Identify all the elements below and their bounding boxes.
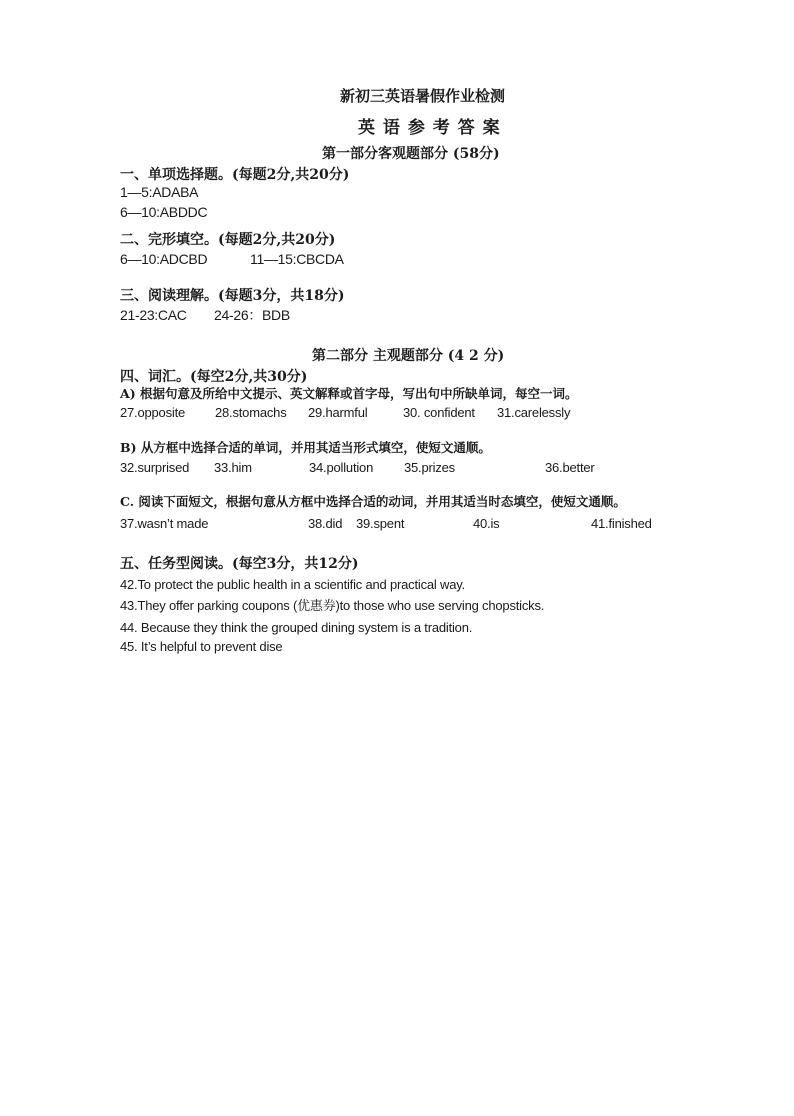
task-reading-answer: 43.They offer parking coupons (优惠券)to those who use serving chopsticks. bbox=[120, 598, 545, 613]
part1-title: 第一部分客观题部分 (58分) bbox=[322, 146, 500, 162]
vocab-b-answer: 35.prizes bbox=[404, 460, 455, 475]
section3-answers-a: 21-23:CAC bbox=[120, 307, 187, 323]
section1-heading: 一、单项选择题。(每题2分,共20分) bbox=[120, 167, 350, 183]
task-reading-answer: 42.To protect the public health in a scientific and practical way. bbox=[120, 577, 465, 592]
vocab-b-answer: 33.him bbox=[214, 460, 252, 475]
section2-heading: 二、完形填空。(每题2分,共20分) bbox=[120, 232, 336, 248]
section4c-instruction: C. 阅读下面短文，根据句意从方框中选择合适的动词，并用其适当时态填空，使短文通顺。 bbox=[120, 494, 626, 509]
task-reading-answer: 44. Because they think the grouped dining system is a tradition. bbox=[120, 620, 473, 635]
vocab-b-answer: 34.pollution bbox=[309, 460, 374, 475]
vocab-a-answer: 29.harmful bbox=[308, 405, 368, 420]
part2-title: 第二部分 主观题部分 (4 2 分) bbox=[312, 348, 505, 364]
section4-heading: 四、词汇。(每空2分,共30分) bbox=[120, 369, 308, 385]
vocab-c-answer: 38.did bbox=[308, 516, 343, 531]
vocab-a-answer: 31.carelessly bbox=[497, 405, 571, 420]
vocab-a-answer: 27.opposite bbox=[120, 405, 186, 420]
section2-answers-b: 11—15:CBCDA bbox=[250, 251, 344, 267]
vocab-c-answer: 39.spent bbox=[356, 516, 405, 531]
answer-key-title: 英 语 参 考 答 案 bbox=[358, 118, 501, 138]
section1-answers-line1: 1—5:ADABA bbox=[120, 184, 199, 200]
section5-heading: 五、任务型阅读。(每空3分，共12分) bbox=[120, 556, 359, 572]
section1-answers-line2: 6—10:ABDDC bbox=[120, 204, 208, 220]
section4b-instruction: B) 从方框中选择合适的单词，并用其适当形式填空，使短文通顺。 bbox=[120, 440, 491, 455]
vocab-b-answer: 36.better bbox=[545, 460, 595, 475]
section3-answers-b: 24-26：BDB bbox=[214, 307, 290, 323]
vocab-c-answer: 40.is bbox=[473, 516, 500, 531]
section2-answers-a: 6—10:ADCBD bbox=[120, 251, 208, 267]
vocab-a-answer: 28.stomachs bbox=[215, 405, 287, 420]
document-title: 新初三英语暑假作业检测 bbox=[340, 87, 506, 105]
vocab-a-answer: 30. confident bbox=[403, 405, 475, 420]
section4a-instruction: A) 根据句意及所给中文提示、英文解释或首字母，写出句中所缺单词，每空一词。 bbox=[120, 386, 578, 401]
vocab-c-answer: 41.finished bbox=[591, 516, 652, 531]
section3-heading: 三、阅读理解。(每题3分，共18分) bbox=[120, 288, 345, 304]
vocab-b-answer: 32.surprised bbox=[120, 460, 190, 475]
task-reading-answer: 45. It’s helpful to prevent dise bbox=[120, 639, 283, 654]
vocab-c-answer: 37.wasn’t made bbox=[120, 516, 209, 531]
